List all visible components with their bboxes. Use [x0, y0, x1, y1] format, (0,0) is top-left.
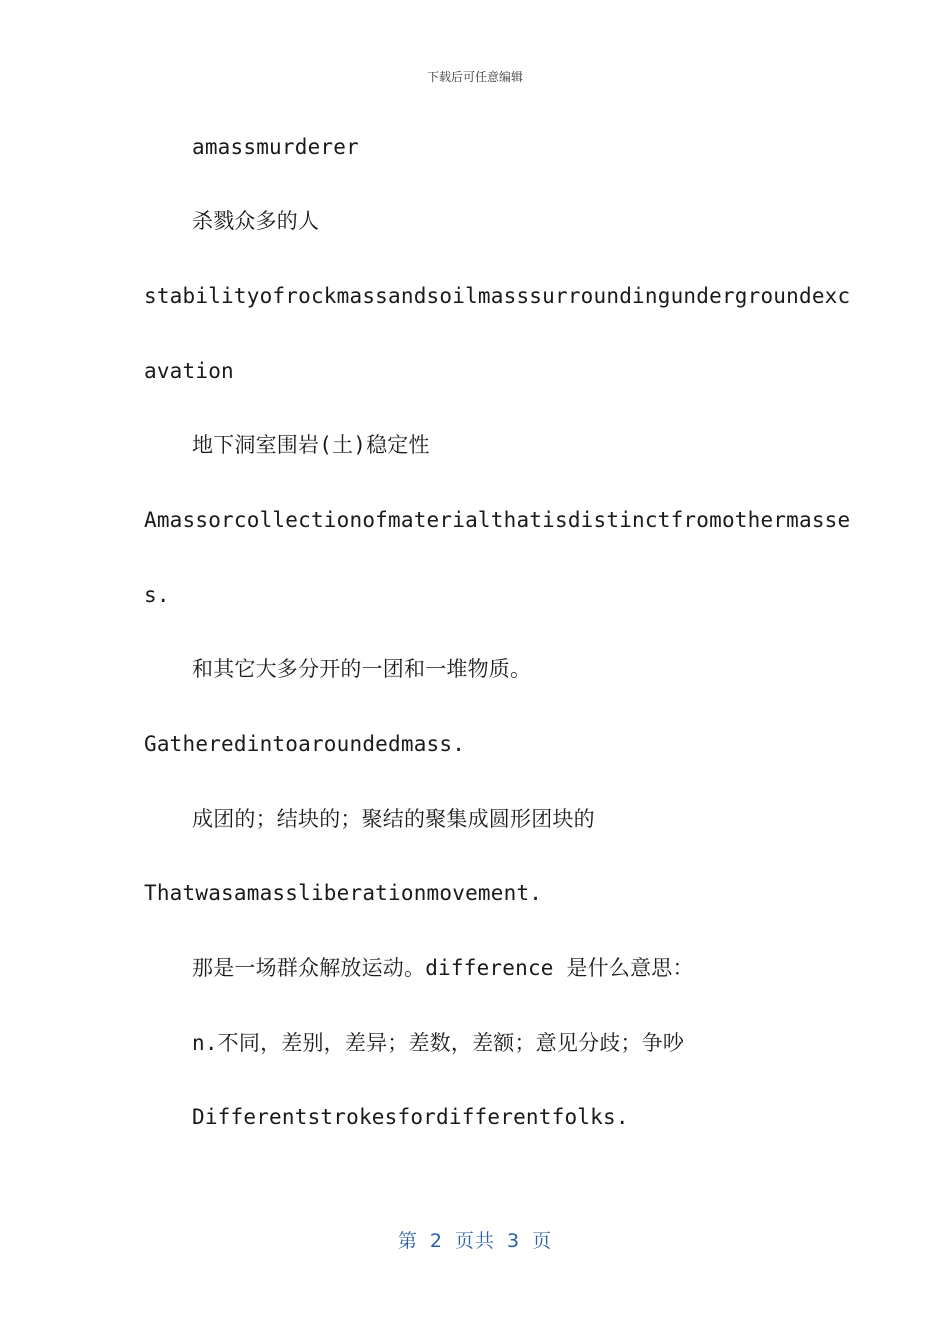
- text-line: 杀戮众多的人: [192, 209, 320, 233]
- text-line: 地下洞室围岩(土)稳定性: [192, 433, 430, 457]
- text-line: Gatheredintoaroundedmass.: [144, 732, 466, 756]
- text-line: Thatwasamassliberationmovement.: [144, 881, 543, 905]
- page-label-mid: 页共: [454, 1230, 495, 1252]
- text-line: n.不同，差别，差异；差数，差额；意见分歧；争吵: [192, 1031, 685, 1055]
- text-line: 那是一场群众解放运动。difference 是什么意思：: [192, 956, 694, 980]
- text-line: avation: [144, 359, 234, 383]
- page-number-footer: [0, 1226, 950, 1253]
- text-line: s.: [144, 583, 170, 607]
- text-line: 和其它大多分开的一团和一堆物质。: [192, 657, 532, 681]
- text-line: Amassorcollectionofmaterialthatisdistinctfromothermasse: [144, 508, 851, 532]
- current-page-number: 2: [429, 1230, 443, 1252]
- header-note: 下载后可任意编辑: [426, 70, 523, 84]
- text-line: amassmurderer: [192, 135, 359, 159]
- text-line: stabilityofrockmassandsoilmasssurroundingundergroundexc: [144, 284, 851, 308]
- page-label-suffix: 页: [532, 1230, 553, 1252]
- total-pages-number: 3: [507, 1230, 521, 1252]
- text-line: 成团的；结块的；聚结的聚集成圆形团块的: [192, 807, 595, 831]
- text-line: Differentstrokesfordifferentfolks.: [192, 1105, 629, 1129]
- page-label-prefix: 第: [397, 1230, 418, 1252]
